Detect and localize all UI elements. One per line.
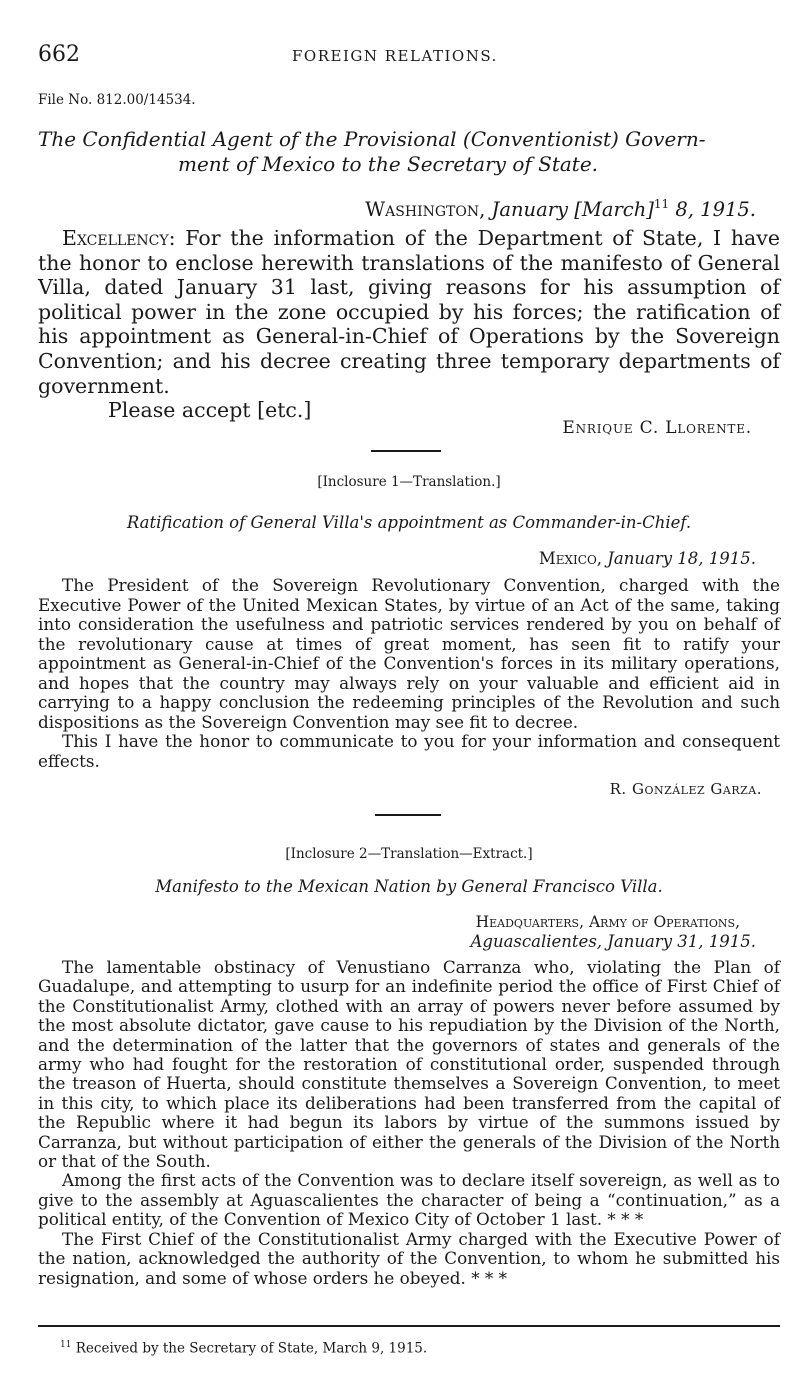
document-page (38, 0, 780, 1380)
inclosure2-label: [Inclosure 2—Translation—Extract.] (285, 846, 533, 862)
letter-signature: Enrique C. Llorente. (562, 418, 752, 438)
page-number: 662 (38, 42, 80, 67)
inclosure2-title: Manifesto to the Mexican Nation by General Francisco Villa. (155, 877, 663, 896)
letter-dateline (365, 197, 756, 221)
footnote-rule (38, 1325, 780, 1327)
inclosure1-title: Ratification of General Villa's appointment as Commander-in-Chief. (126, 513, 692, 532)
running-title: FOREIGN RELATIONS. (292, 47, 498, 65)
dateline-date: January [March] (491, 198, 654, 221)
dateline-place: Washington, (365, 198, 486, 221)
letter-closing: Please accept [etc.] (108, 398, 312, 423)
salutation: Excellency (62, 226, 169, 250)
inclosure1-date: January 18, 1915. (607, 549, 756, 568)
footnote-text: Received by the Secretary of State, March 9, 1915. (75, 1340, 428, 1357)
document-title-line1: The Confidential Agent of the Provisional (Conventionist) Govern- (38, 127, 706, 151)
file-number: File No. 812.00/14534. (38, 92, 196, 108)
footnote-ref: 11 (653, 197, 670, 211)
inclosure1-signature: R. González Garza. (609, 780, 762, 798)
inclosure1-dateline (539, 549, 756, 568)
dateline-date-end: 8, 1915. (675, 198, 756, 221)
letter-body (38, 226, 780, 423)
inclosure2-paragraph: The First Chief of the Constitutionalist Army charged with the Executive Power of the nation, acknowledged the authority of the Convention, to whom he submitted his resignation, and some of whose orders he obeyed. * * * (38, 1228, 780, 1288)
footnote-number: 11 (60, 1340, 72, 1350)
letter-paragraph (38, 226, 780, 398)
inclosure2-dateline-line1: Headquarters, Army of Operations, (475, 913, 740, 931)
footnote (60, 1340, 427, 1357)
inclosure2-body (38, 958, 780, 1288)
inclosure2-dateline-line2: Aguascalientes, January 31, 1915. (470, 932, 756, 951)
inclosure2-paragraph: Among the first acts of the Convention was to declare itself sovereign, as well as to give to the assembly at Aguascalientes the character of being a “continuation,” as a political entity, of the Convention of Mexico City of October 1 last. * * * (38, 1170, 780, 1230)
inclosure1-paragraph: This I have the honor to communicate to you for your information and consequent effects. (38, 731, 780, 771)
inclosure1-body (38, 576, 780, 771)
inclosure1-label: [Inclosure 1—Translation.] (317, 474, 501, 490)
inclosure2-paragraph: The lamentable obstinacy of Venustiano Carranza who, violating the Plan of Guadalupe, and attempting to usurp for an indefinite period the office of First Chief of the Constitutionalist Army, clothed with an array of powers never before assumed by the most absolute dictator, gave cause to his repudiation by the Division of the North, and the determination of the latter that the governors of states and generals of the army who had fought for the restoration of constitutional order, suspended through the treason of Huerta, should constitute themselves a Sovereign Convention, to meet in this city, to which place its deliberations had been transferred from the capital of the Republic where it had begun its labors by virtue of the summons issued by Carranza, but without participation of either the generals of the Division of the North or that of the South. (38, 957, 780, 1172)
page-header (38, 42, 780, 72)
section-divider (375, 814, 441, 816)
inclosure1-place: Mexico, (538, 549, 603, 568)
section-divider (371, 450, 441, 452)
letter-text: : For the information of the Department of State, I have the honor to enclose herewith translations of the manifesto of General Villa, dated January 31 last, giving reasons for his assumption of political power in the zone occupied by his forces; the ratification of his appointment as General-in-Chief of Operations by the Sovereign Convention; and his decree creating three temporary departments of government. (38, 226, 780, 398)
document-title (38, 127, 780, 177)
document-title-line2: ment of Mexico to the Secretary of State. (178, 152, 599, 176)
inclosure1-paragraph: The President of the Sovereign Revolutionary Convention, charged with the Executive Power of the United Mexican States, by virtue of an Act of the same, taking into consideration the usefulness and patriotic services rendered by you on behalf of the revolutionary cause at times of great moment, has seen fit to ratify your appointment as General-in-Chief of the Convention's forces in its military operations, and hopes that the country may always rely on your valuable and efficient aid in carrying to a happy conclusion the redeeming principles of the Revolution and such dispositions as the Sovereign Convention may see fit to decree. (38, 575, 780, 732)
